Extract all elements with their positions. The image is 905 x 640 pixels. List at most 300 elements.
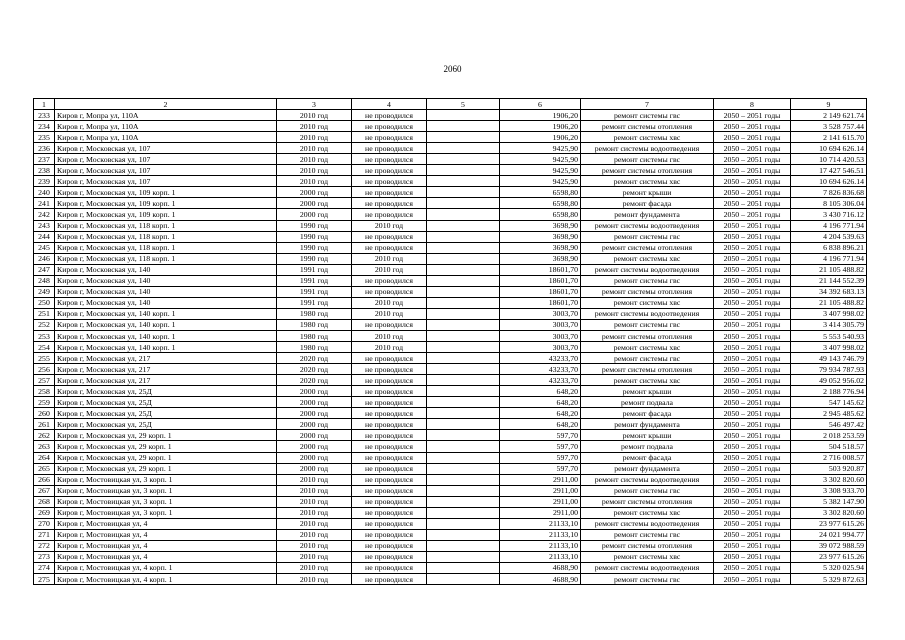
area-cell: 648,20 [500, 397, 581, 408]
col-header: 5 [427, 99, 500, 110]
period-cell: 2050 – 2051 годы [714, 419, 791, 430]
last-repair-year-cell: не проводился [352, 562, 427, 573]
work-type-cell: ремонт системы гвс [581, 275, 714, 286]
area-cell: 4688,90 [500, 574, 581, 585]
last-repair-year-cell: не проводился [352, 198, 427, 209]
col-header: 1 [34, 99, 55, 110]
area-cell: 3003,70 [500, 342, 581, 353]
address-cell: Киров г, Московская ул, 25Д [55, 386, 277, 397]
cost-cell: 49 052 956.02 [791, 375, 867, 386]
cost-cell: 24 021 994.77 [791, 529, 867, 540]
cost-cell: 5 329 872.63 [791, 574, 867, 585]
build-year-cell: 2000 год [277, 452, 352, 463]
table-row [34, 330, 867, 341]
row-number-cell: 235 [34, 132, 55, 143]
period-cell: 2050 – 2051 годы [714, 297, 791, 308]
build-year-cell: 2020 год [277, 375, 352, 386]
area-cell: 597,70 [500, 430, 581, 441]
work-type-cell: ремонт системы водоотведения [581, 518, 714, 529]
column-5-cell [427, 165, 500, 176]
row-number-cell: 252 [34, 319, 55, 330]
area-cell: 3698,90 [500, 253, 581, 264]
table-row [34, 209, 867, 220]
table-row [34, 176, 867, 187]
cost-cell: 49 143 746.79 [791, 353, 867, 364]
column-5-cell [427, 419, 500, 430]
last-repair-year-cell: не проводился [352, 364, 427, 375]
cost-cell: 10 694 626.14 [791, 176, 867, 187]
work-type-cell: ремонт системы хвс [581, 551, 714, 562]
cost-cell: 4 204 539.63 [791, 231, 867, 242]
period-cell: 2050 – 2051 годы [714, 441, 791, 452]
row-number-cell: 248 [34, 275, 55, 286]
build-year-cell: 2010 год [277, 110, 352, 121]
column-5-cell [427, 275, 500, 286]
address-cell: Киров г, Московская ул, 140 корп. 1 [55, 308, 277, 319]
col-header: 2 [55, 99, 277, 110]
period-cell: 2050 – 2051 годы [714, 551, 791, 562]
period-cell: 2050 – 2051 годы [714, 242, 791, 253]
work-type-cell: ремонт системы водоотведения [581, 308, 714, 319]
table-row [34, 187, 867, 198]
work-type-cell: ремонт крыши [581, 187, 714, 198]
table-row [34, 253, 867, 264]
last-repair-year-cell: не проводился [352, 386, 427, 397]
cost-cell: 547 145.62 [791, 397, 867, 408]
row-number-cell: 246 [34, 253, 55, 264]
table-row [34, 485, 867, 496]
cost-cell: 3 528 757.44 [791, 121, 867, 132]
row-number-cell: 264 [34, 452, 55, 463]
table-row [34, 463, 867, 474]
row-number-cell: 249 [34, 286, 55, 297]
column-5-cell [427, 242, 500, 253]
row-number-cell: 265 [34, 463, 55, 474]
address-cell: Киров г, Московская ул, 118 корп. 1 [55, 242, 277, 253]
last-repair-year-cell: 2010 год [352, 253, 427, 264]
cost-cell: 503 920.87 [791, 463, 867, 474]
area-cell: 43233,70 [500, 353, 581, 364]
build-year-cell: 1990 год [277, 242, 352, 253]
address-cell: Киров г, Московская ул, 107 [55, 176, 277, 187]
table-row [34, 297, 867, 308]
period-cell: 2050 – 2051 годы [714, 308, 791, 319]
column-5-cell [427, 496, 500, 507]
column-5-cell [427, 574, 500, 585]
build-year-cell: 2010 год [277, 165, 352, 176]
build-year-cell: 1991 год [277, 264, 352, 275]
column-5-cell [427, 110, 500, 121]
cost-cell: 4 196 771.94 [791, 253, 867, 264]
table-row [34, 165, 867, 176]
last-repair-year-cell: не проводился [352, 176, 427, 187]
cost-cell: 21 105 488.82 [791, 264, 867, 275]
cost-cell: 2 018 253.59 [791, 430, 867, 441]
row-number-cell: 237 [34, 154, 55, 165]
period-cell: 2050 – 2051 годы [714, 143, 791, 154]
table-row [34, 419, 867, 430]
area-cell: 2911,00 [500, 507, 581, 518]
work-type-cell: ремонт системы гвс [581, 319, 714, 330]
period-cell: 2050 – 2051 годы [714, 286, 791, 297]
address-cell: Киров г, Московская ул, 140 корп. 1 [55, 319, 277, 330]
table-row [34, 319, 867, 330]
column-5-cell [427, 209, 500, 220]
work-type-cell: ремонт фундамента [581, 209, 714, 220]
area-cell: 2911,00 [500, 496, 581, 507]
work-type-cell: ремонт крыши [581, 430, 714, 441]
period-cell: 2050 – 2051 годы [714, 540, 791, 551]
period-cell: 2050 – 2051 годы [714, 342, 791, 353]
period-cell: 2050 – 2051 годы [714, 220, 791, 231]
row-number-cell: 257 [34, 375, 55, 386]
row-number-cell: 262 [34, 430, 55, 441]
cost-cell: 23 977 615.26 [791, 551, 867, 562]
column-5-cell [427, 353, 500, 364]
address-cell: Киров г, Московская ул, 217 [55, 353, 277, 364]
address-cell: Киров г, Мостовицкая ул, 4 [55, 529, 277, 540]
last-repair-year-cell: не проводился [352, 132, 427, 143]
row-number-cell: 266 [34, 474, 55, 485]
address-cell: Киров г, Московская ул, 140 корп. 1 [55, 330, 277, 341]
row-number-cell: 239 [34, 176, 55, 187]
work-type-cell: ремонт фундамента [581, 419, 714, 430]
work-type-cell: ремонт системы водоотведения [581, 474, 714, 485]
row-number-cell: 247 [34, 264, 55, 275]
table-row [34, 364, 867, 375]
table-row [34, 375, 867, 386]
column-5-cell [427, 408, 500, 419]
period-cell: 2050 – 2051 годы [714, 187, 791, 198]
address-cell: Киров г, Мостовицкая ул, 4 [55, 540, 277, 551]
last-repair-year-cell: 2010 год [352, 297, 427, 308]
period-cell: 2050 – 2051 годы [714, 209, 791, 220]
build-year-cell: 2000 год [277, 386, 352, 397]
row-number-cell: 238 [34, 165, 55, 176]
cost-cell: 3 302 820.60 [791, 507, 867, 518]
area-cell: 648,20 [500, 408, 581, 419]
cost-cell: 2 945 485.62 [791, 408, 867, 419]
build-year-cell: 1990 год [277, 220, 352, 231]
last-repair-year-cell: не проводился [352, 540, 427, 551]
build-year-cell: 2000 год [277, 419, 352, 430]
column-5-cell [427, 319, 500, 330]
build-year-cell: 1991 год [277, 286, 352, 297]
row-number-cell: 234 [34, 121, 55, 132]
build-year-cell: 2000 год [277, 397, 352, 408]
last-repair-year-cell: не проводился [352, 474, 427, 485]
table-row [34, 441, 867, 452]
address-cell: Киров г, Мопра ул, 110А [55, 132, 277, 143]
table-row [34, 121, 867, 132]
table-row [34, 496, 867, 507]
period-cell: 2050 – 2051 годы [714, 253, 791, 264]
address-cell: Киров г, Мостовицкая ул, 4 [55, 518, 277, 529]
last-repair-year-cell: не проводился [352, 408, 427, 419]
column-5-cell [427, 375, 500, 386]
period-cell: 2050 – 2051 годы [714, 574, 791, 585]
table-header-row [34, 99, 867, 110]
address-cell: Киров г, Московская ул, 25Д [55, 408, 277, 419]
row-number-cell: 244 [34, 231, 55, 242]
area-cell: 4688,90 [500, 562, 581, 573]
area-cell: 1906,20 [500, 110, 581, 121]
period-cell: 2050 – 2051 годы [714, 518, 791, 529]
table-row [34, 507, 867, 518]
column-5-cell [427, 297, 500, 308]
work-type-cell: ремонт системы отопления [581, 286, 714, 297]
table-row [34, 408, 867, 419]
build-year-cell: 2010 год [277, 474, 352, 485]
cost-cell: 5 553 540.93 [791, 330, 867, 341]
address-cell: Киров г, Московская ул, 140 [55, 264, 277, 275]
work-type-cell: ремонт системы хвс [581, 176, 714, 187]
last-repair-year-cell: не проводился [352, 242, 427, 253]
row-number-cell: 254 [34, 342, 55, 353]
row-number-cell: 271 [34, 529, 55, 540]
area-cell: 2911,00 [500, 474, 581, 485]
period-cell: 2050 – 2051 годы [714, 132, 791, 143]
build-year-cell: 1980 год [277, 342, 352, 353]
work-type-cell: ремонт системы отопления [581, 540, 714, 551]
address-cell: Киров г, Московская ул, 25Д [55, 419, 277, 430]
work-type-cell: ремонт фундамента [581, 463, 714, 474]
column-5-cell [427, 198, 500, 209]
address-cell: Киров г, Московская ул, 118 корп. 1 [55, 253, 277, 264]
build-year-cell: 2020 год [277, 353, 352, 364]
work-type-cell: ремонт системы хвс [581, 132, 714, 143]
build-year-cell: 2010 год [277, 176, 352, 187]
area-cell: 648,20 [500, 386, 581, 397]
column-5-cell [427, 518, 500, 529]
row-number-cell: 258 [34, 386, 55, 397]
work-type-cell: ремонт системы отопления [581, 121, 714, 132]
period-cell: 2050 – 2051 годы [714, 121, 791, 132]
address-cell: Киров г, Московская ул, 140 [55, 297, 277, 308]
area-cell: 1906,20 [500, 121, 581, 132]
build-year-cell: 1980 год [277, 308, 352, 319]
build-year-cell: 2010 год [277, 562, 352, 573]
build-year-cell: 2000 год [277, 187, 352, 198]
address-cell: Киров г, Мостовицкая ул, 4 корп. 1 [55, 562, 277, 573]
period-cell: 2050 – 2051 годы [714, 330, 791, 341]
last-repair-year-cell: не проводился [352, 397, 427, 408]
table-row [34, 540, 867, 551]
cost-cell: 17 427 546.51 [791, 165, 867, 176]
area-cell: 597,70 [500, 463, 581, 474]
row-number-cell: 245 [34, 242, 55, 253]
area-cell: 21133,10 [500, 551, 581, 562]
address-cell: Киров г, Московская ул, 140 корп. 1 [55, 342, 277, 353]
area-cell: 18601,70 [500, 275, 581, 286]
address-cell: Киров г, Мостовицкая ул, 4 корп. 1 [55, 574, 277, 585]
last-repair-year-cell: не проводился [352, 231, 427, 242]
work-type-cell: ремонт системы гвс [581, 154, 714, 165]
period-cell: 2050 – 2051 годы [714, 375, 791, 386]
row-number-cell: 273 [34, 551, 55, 562]
period-cell: 2050 – 2051 годы [714, 474, 791, 485]
work-type-cell: ремонт подвала [581, 397, 714, 408]
cost-cell: 10 714 420.53 [791, 154, 867, 165]
cost-cell: 3 302 820.60 [791, 474, 867, 485]
work-type-cell: ремонт системы водоотведения [581, 562, 714, 573]
cost-cell: 3 414 305.79 [791, 319, 867, 330]
cost-cell: 79 934 787.93 [791, 364, 867, 375]
table-row [34, 529, 867, 540]
row-number-cell: 275 [34, 574, 55, 585]
address-cell: Киров г, Московская ул, 118 корп. 1 [55, 220, 277, 231]
address-cell: Киров г, Мопра ул, 110А [55, 110, 277, 121]
period-cell: 2050 – 2051 годы [714, 397, 791, 408]
address-cell: Киров г, Московская ул, 25Д [55, 397, 277, 408]
build-year-cell: 2010 год [277, 551, 352, 562]
address-cell: Киров г, Московская ул, 29 корп. 1 [55, 452, 277, 463]
address-cell: Киров г, Московская ул, 140 [55, 286, 277, 297]
row-number-cell: 274 [34, 562, 55, 573]
last-repair-year-cell: не проводился [352, 110, 427, 121]
build-year-cell: 2010 год [277, 574, 352, 585]
cost-cell: 21 144 552.39 [791, 275, 867, 286]
address-cell: Киров г, Мостовицкая ул, 3 корп. 1 [55, 485, 277, 496]
last-repair-year-cell: не проводился [352, 275, 427, 286]
cost-cell: 39 072 988.59 [791, 540, 867, 551]
work-type-cell: ремонт системы отопления [581, 496, 714, 507]
build-year-cell: 2010 год [277, 540, 352, 551]
area-cell: 3003,70 [500, 330, 581, 341]
last-repair-year-cell: не проводился [352, 121, 427, 132]
cost-cell: 2 188 776.94 [791, 386, 867, 397]
area-cell: 43233,70 [500, 375, 581, 386]
work-type-cell: ремонт системы гвс [581, 485, 714, 496]
address-cell: Киров г, Московская ул, 107 [55, 165, 277, 176]
table-row [34, 353, 867, 364]
cost-cell: 4 196 771.94 [791, 220, 867, 231]
address-cell: Киров г, Мостовицкая ул, 3 корп. 1 [55, 474, 277, 485]
last-repair-year-cell: не проводился [352, 143, 427, 154]
last-repair-year-cell: не проводился [352, 165, 427, 176]
work-type-cell: ремонт системы водоотведения [581, 220, 714, 231]
last-repair-year-cell: не проводился [352, 507, 427, 518]
last-repair-year-cell: не проводился [352, 485, 427, 496]
work-type-cell: ремонт системы водоотведения [581, 143, 714, 154]
column-5-cell [427, 330, 500, 341]
work-type-cell: ремонт системы отопления [581, 364, 714, 375]
last-repair-year-cell: не проводился [352, 574, 427, 585]
period-cell: 2050 – 2051 годы [714, 430, 791, 441]
cost-cell: 2 716 008.57 [791, 452, 867, 463]
address-cell: Киров г, Мостовицкая ул, 4 [55, 551, 277, 562]
period-cell: 2050 – 2051 годы [714, 386, 791, 397]
build-year-cell: 2000 год [277, 430, 352, 441]
table-row [34, 551, 867, 562]
address-cell: Киров г, Московская ул, 109 корп. 1 [55, 209, 277, 220]
address-cell: Киров г, Мостовицкая ул, 3 корп. 1 [55, 507, 277, 518]
column-5-cell [427, 463, 500, 474]
work-type-cell: ремонт системы гвс [581, 110, 714, 121]
last-repair-year-cell: не проводился [352, 441, 427, 452]
build-year-cell: 1991 год [277, 297, 352, 308]
row-number-cell: 242 [34, 209, 55, 220]
area-cell: 3698,90 [500, 242, 581, 253]
work-type-cell: ремонт крыши [581, 386, 714, 397]
period-cell: 2050 – 2051 годы [714, 562, 791, 573]
row-number-cell: 243 [34, 220, 55, 231]
table-row [34, 110, 867, 121]
column-5-cell [427, 231, 500, 242]
address-cell: Киров г, Мопра ул, 110А [55, 121, 277, 132]
area-cell: 1906,20 [500, 132, 581, 143]
table-row [34, 474, 867, 485]
column-5-cell [427, 441, 500, 452]
area-cell: 18601,70 [500, 297, 581, 308]
row-number-cell: 236 [34, 143, 55, 154]
work-type-cell: ремонт системы водоотведения [581, 264, 714, 275]
last-repair-year-cell: не проводился [352, 286, 427, 297]
area-cell: 597,70 [500, 452, 581, 463]
work-type-cell: ремонт системы хвс [581, 375, 714, 386]
work-type-cell: ремонт системы отопления [581, 165, 714, 176]
column-5-cell [427, 551, 500, 562]
row-number-cell: 263 [34, 441, 55, 452]
column-5-cell [427, 253, 500, 264]
table-row [34, 275, 867, 286]
address-cell: Киров г, Московская ул, 140 [55, 275, 277, 286]
address-cell: Киров г, Московская ул, 29 корп. 1 [55, 430, 277, 441]
cost-cell: 10 694 626.14 [791, 143, 867, 154]
build-year-cell: 2010 год [277, 143, 352, 154]
work-type-cell: ремонт подвала [581, 441, 714, 452]
address-cell: Киров г, Московская ул, 109 корп. 1 [55, 198, 277, 209]
row-number-cell: 270 [34, 518, 55, 529]
col-header: 3 [277, 99, 352, 110]
area-cell: 6598,80 [500, 198, 581, 209]
work-type-cell: ремонт фасада [581, 408, 714, 419]
column-5-cell [427, 386, 500, 397]
col-header: 6 [500, 99, 581, 110]
column-5-cell [427, 364, 500, 375]
work-type-cell: ремонт фасада [581, 198, 714, 209]
period-cell: 2050 – 2051 годы [714, 529, 791, 540]
table-row [34, 430, 867, 441]
col-header: 9 [791, 99, 867, 110]
row-number-cell: 267 [34, 485, 55, 496]
column-5-cell [427, 507, 500, 518]
last-repair-year-cell: не проводился [352, 430, 427, 441]
column-5-cell [427, 143, 500, 154]
work-type-cell: ремонт системы гвс [581, 353, 714, 364]
column-5-cell [427, 187, 500, 198]
build-year-cell: 1990 год [277, 253, 352, 264]
address-cell: Киров г, Московская ул, 29 корп. 1 [55, 463, 277, 474]
cost-cell: 3 407 998.02 [791, 342, 867, 353]
work-type-cell: ремонт системы гвс [581, 529, 714, 540]
period-cell: 2050 – 2051 годы [714, 275, 791, 286]
col-header: 4 [352, 99, 427, 110]
column-5-cell [427, 529, 500, 540]
table-row [34, 154, 867, 165]
column-5-cell [427, 176, 500, 187]
row-number-cell: 260 [34, 408, 55, 419]
area-cell: 2911,00 [500, 485, 581, 496]
build-year-cell: 2000 год [277, 198, 352, 209]
table-row [34, 286, 867, 297]
period-cell: 2050 – 2051 годы [714, 165, 791, 176]
column-5-cell [427, 452, 500, 463]
work-type-cell: ремонт системы хвс [581, 297, 714, 308]
table-row [34, 242, 867, 253]
build-year-cell: 2010 год [277, 154, 352, 165]
cost-cell: 23 977 615.26 [791, 518, 867, 529]
